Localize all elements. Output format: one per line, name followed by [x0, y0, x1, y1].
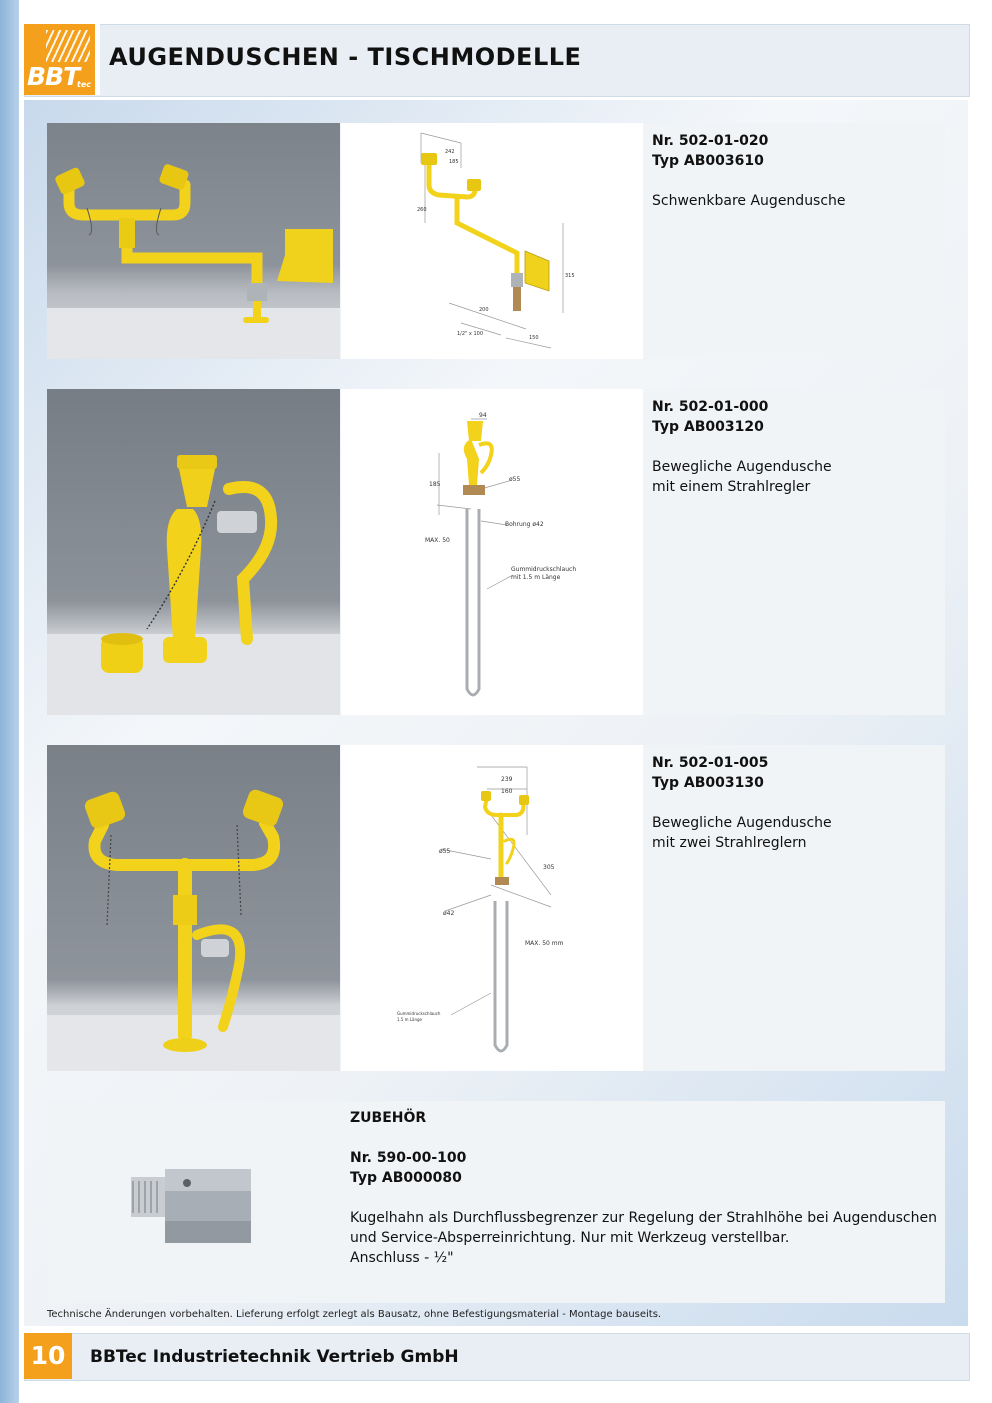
drawing-label: MAX. 50 mm: [525, 940, 564, 947]
drawing-label: Gummidruckschlauch: [397, 1011, 441, 1016]
accessory-description: Kugelhahn als Durchflussbegrenzer zur Regelung der Strahlhöhe bei Augenduschen und Service-Absperreinrichtung. Nur mit Werkzeug verstellbar. Anschluss - ½": [350, 1210, 937, 1266]
drawing-label: Gummidruckschlauch: [511, 566, 577, 573]
drawing-label: 185: [449, 159, 459, 165]
drawing-label: 1/2" x 100: [457, 331, 484, 337]
product-number: Nr. 502-01-005: [652, 755, 769, 771]
drawing-label: Bohrung ø42: [505, 521, 544, 528]
footnote: Technische Änderungen vorbehalten. Lieferung erfolgt zerlegt als Bausatz, ohne Befestigungsmaterial - Montage bauseits.: [47, 1309, 662, 1320]
accessory-card: [47, 1101, 945, 1303]
product-info-3: [652, 753, 832, 853]
company-name: BBTec Industrietechnik Vertrieb GmbH: [90, 1347, 459, 1367]
product-photo-1: [47, 123, 340, 359]
accessory-info: [350, 1108, 940, 1268]
drawing-label: 200: [479, 307, 489, 313]
bbt-logo: [24, 24, 95, 95]
product-info-2: [652, 397, 832, 497]
logo-stripes-icon: [46, 30, 90, 62]
product-card-1: [47, 123, 945, 359]
technical-drawing-3: [341, 745, 643, 1071]
drawing-label: 239: [501, 776, 513, 783]
product-number: Nr. 502-01-020: [652, 133, 769, 149]
technical-drawing-1: [341, 123, 643, 359]
accessory-type: Typ AB000080: [350, 1170, 462, 1186]
drawing-label: ø55: [439, 848, 451, 855]
product-description: Schwenkbare Augendusche: [652, 193, 846, 209]
technical-drawing-2: [341, 389, 643, 715]
product-card-2: [47, 389, 945, 715]
drawing-label: 1.5 m Länge: [397, 1017, 423, 1022]
product-type: Typ AB003130: [652, 775, 764, 791]
logo-divider: [95, 24, 100, 95]
product-type: Typ AB003120: [652, 419, 764, 435]
drawing-label: 160: [501, 788, 513, 795]
drawing-label: ø55: [509, 476, 521, 483]
product-number: Nr. 502-01-000: [652, 399, 769, 415]
logo-suffix: tec: [77, 80, 91, 89]
product-type: Typ AB003610: [652, 153, 764, 169]
logo-text: BBT: [27, 62, 80, 91]
drawing-label: ø42: [443, 910, 455, 917]
left-side-strip: [0, 0, 19, 1403]
drawing-label: 242: [445, 149, 455, 155]
accessory-number: Nr. 590-00-100: [350, 1150, 467, 1166]
drawing-label: 305: [543, 864, 555, 871]
drawing-label: 260: [417, 207, 427, 213]
page-number: 10: [24, 1333, 72, 1379]
ball-valve-image: [127, 1161, 257, 1251]
product-photo-3: [47, 745, 340, 1071]
accessory-heading: ZUBEHÖR: [350, 1110, 427, 1126]
product-photo-2: [47, 389, 340, 715]
drawing-label: mit 1.5 m Länge: [511, 574, 561, 581]
product-description: Bewegliche Augendusche mit zwei Strahlreglern: [652, 815, 832, 851]
drawing-label: 150: [529, 335, 539, 341]
product-card-3: [47, 745, 945, 1071]
drawing-label: MAX. 50: [425, 537, 450, 544]
drawing-label: 94: [479, 412, 487, 419]
product-description: Bewegliche Augendusche mit einem Strahlregler: [652, 459, 832, 495]
drawing-label: 315: [565, 273, 575, 279]
product-info-1: [652, 131, 846, 211]
drawing-label: 185: [429, 481, 441, 488]
page-title: AUGENDUSCHEN - TISCHMODELLE: [109, 43, 582, 71]
